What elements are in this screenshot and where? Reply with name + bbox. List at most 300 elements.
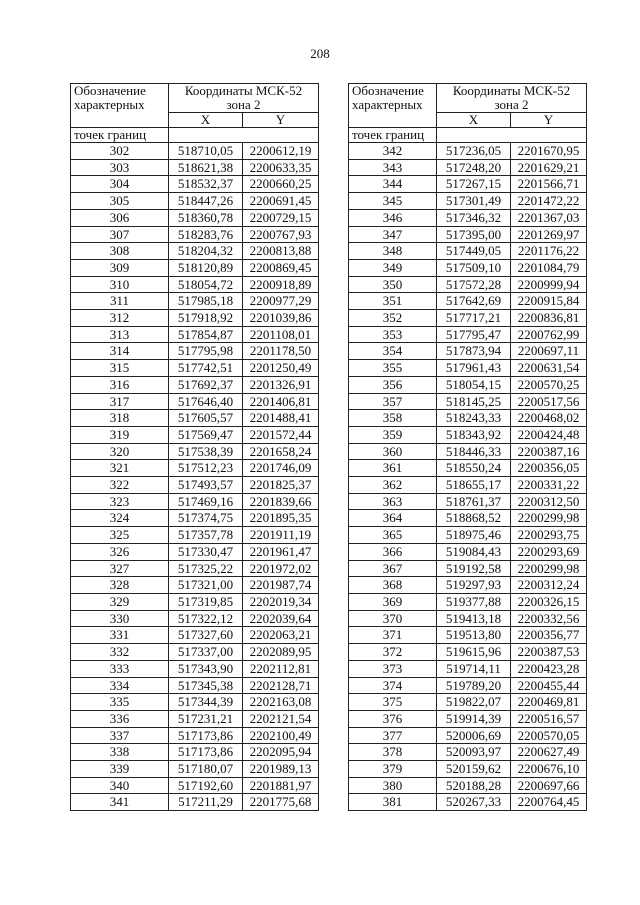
x-coordinate-cell: 518145,25 (437, 393, 511, 410)
y-coordinate-cell: 2201961,47 (243, 543, 319, 560)
x-coordinate-cell: 517512,23 (169, 460, 243, 477)
point-number-cell: 353 (349, 326, 437, 343)
point-number-cell: 366 (349, 543, 437, 560)
x-coordinate-cell: 517742,51 (169, 360, 243, 377)
table-row (71, 259, 319, 276)
x-coordinate-cell: 517327,60 (169, 627, 243, 644)
x-coordinate-cell: 517493,57 (169, 477, 243, 494)
x-coordinate-cell: 517961,43 (437, 360, 511, 377)
page-number: 208 (310, 46, 330, 61)
x-coordinate-cell: 518283,76 (169, 226, 243, 243)
table-row (71, 443, 319, 460)
x-coordinate-cell: 517509,10 (437, 259, 511, 276)
x-coordinate-cell: 517795,47 (437, 326, 511, 343)
table-row (71, 477, 319, 494)
point-number-cell: 305 (71, 193, 169, 210)
point-number-cell: 307 (71, 226, 169, 243)
coordinates-header-line2: зона 2 (494, 97, 529, 112)
point-number-cell: 374 (349, 677, 437, 694)
point-number-cell: 364 (349, 510, 437, 527)
y-coordinate-cell: 2201670,95 (511, 143, 587, 160)
point-number-cell: 368 (349, 577, 437, 594)
point-number-cell: 351 (349, 293, 437, 310)
table-row (349, 577, 587, 594)
y-coordinate-cell: 2200915,84 (511, 293, 587, 310)
table-row (71, 226, 319, 243)
table-row (71, 710, 319, 727)
y-coordinate-cell: 2200918,89 (243, 276, 319, 293)
table-row (349, 794, 587, 811)
table-row (71, 310, 319, 327)
x-coordinate-cell: 518204,32 (169, 243, 243, 260)
y-coordinate-cell: 2200387,53 (511, 644, 587, 661)
point-number-cell: 372 (349, 644, 437, 661)
y-coordinate-cell: 2201895,35 (243, 510, 319, 527)
y-coordinate-cell: 2200455,44 (511, 677, 587, 694)
table-row (349, 276, 587, 293)
y-coordinate-cell: 2200631,54 (511, 360, 587, 377)
table-row (349, 543, 587, 560)
y-coordinate-cell: 2202100,49 (243, 727, 319, 744)
coordinates-header (169, 84, 319, 113)
designation-header-line1: Обозначение (74, 83, 146, 98)
y-coordinate-cell: 2201406,81 (243, 393, 319, 410)
point-number-cell: 311 (71, 293, 169, 310)
x-coordinate-cell: 518120,89 (169, 259, 243, 276)
x-coordinate-cell: 517344,39 (169, 694, 243, 711)
point-number-cell: 309 (71, 259, 169, 276)
table-row (71, 410, 319, 427)
y-coordinate-cell: 2201176,22 (511, 243, 587, 260)
y-coordinate-cell: 2200570,25 (511, 376, 587, 393)
table-row (349, 761, 587, 778)
y-coordinate-cell: 2201178,50 (243, 343, 319, 360)
table-row (71, 627, 319, 644)
y-coordinate-cell: 2200813,88 (243, 243, 319, 260)
table-row (71, 343, 319, 360)
table-row (71, 543, 319, 560)
y-coordinate-cell: 2200468,02 (511, 410, 587, 427)
point-number-cell: 344 (349, 176, 437, 193)
x-coordinate-cell: 518243,33 (437, 410, 511, 427)
table-row (71, 460, 319, 477)
table-row (71, 744, 319, 761)
x-coordinate-cell: 517357,78 (169, 527, 243, 544)
y-coordinate-cell: 2200356,77 (511, 627, 587, 644)
point-number-cell: 376 (349, 710, 437, 727)
y-coordinate-cell: 2201472,22 (511, 193, 587, 210)
y-coordinate-cell: 2201825,37 (243, 477, 319, 494)
table-row (349, 243, 587, 260)
x-coordinate-cell: 517173,86 (169, 727, 243, 744)
table-row (71, 393, 319, 410)
y-coordinate-cell: 2202019,34 (243, 593, 319, 610)
y-coordinate-cell: 2200660,25 (243, 176, 319, 193)
point-number-cell: 315 (71, 360, 169, 377)
y-coordinate-cell: 2201746,09 (243, 460, 319, 477)
x-coordinate-cell: 518360,78 (169, 209, 243, 226)
x-coordinate-cell: 517692,37 (169, 376, 243, 393)
x-coordinate-cell: 519822,07 (437, 694, 511, 711)
y-coordinate-cell: 2202128,71 (243, 677, 319, 694)
y-coordinate-cell: 2200764,45 (511, 794, 587, 811)
x-coordinate-cell: 520006,69 (437, 727, 511, 744)
table-row (349, 627, 587, 644)
point-number-cell: 369 (349, 593, 437, 610)
table-row (349, 660, 587, 677)
y-coordinate-cell: 2200836,81 (511, 310, 587, 327)
y-coordinate-cell: 2200627,49 (511, 744, 587, 761)
table-row (71, 527, 319, 544)
table-row (349, 560, 587, 577)
y-coordinate-cell: 2202163,08 (243, 694, 319, 711)
table-row (71, 243, 319, 260)
y-coordinate-cell: 2200312,50 (511, 493, 587, 510)
y-coordinate-cell: 2201629,21 (511, 159, 587, 176)
x-coordinate-cell: 517330,47 (169, 543, 243, 560)
y-coordinate-cell: 2200293,75 (511, 527, 587, 544)
table-row (349, 143, 587, 160)
point-number-cell: 313 (71, 326, 169, 343)
table-row (71, 510, 319, 527)
table-row (349, 593, 587, 610)
point-number-cell: 367 (349, 560, 437, 577)
x-coordinate-cell: 519084,43 (437, 543, 511, 560)
point-number-cell: 304 (71, 176, 169, 193)
point-number-cell: 373 (349, 660, 437, 677)
y-coordinate-cell: 2201775,68 (243, 794, 319, 811)
y-coordinate-cell: 2201911,19 (243, 527, 319, 544)
y-coordinate-cell: 2200387,16 (511, 443, 587, 460)
y-coordinate-cell: 2200633,35 (243, 159, 319, 176)
table-row (71, 577, 319, 594)
y-coordinate-cell: 2200299,98 (511, 560, 587, 577)
table-row (349, 326, 587, 343)
table-row (71, 293, 319, 310)
point-number-cell: 346 (349, 209, 437, 226)
point-number-cell: 333 (71, 660, 169, 677)
x-coordinate-cell: 519192,58 (437, 560, 511, 577)
x-coordinate-cell: 517321,00 (169, 577, 243, 594)
x-coordinate-cell: 519413,18 (437, 610, 511, 627)
point-number-cell: 303 (71, 159, 169, 176)
table-row (71, 660, 319, 677)
x-coordinate-cell: 517646,40 (169, 393, 243, 410)
coordinates-table-left (70, 83, 319, 811)
point-number-cell: 371 (349, 627, 437, 644)
point-number-cell: 362 (349, 477, 437, 494)
table-row (71, 593, 319, 610)
x-column-header: X (169, 113, 243, 128)
designation-header-line2: характерных (352, 97, 423, 112)
x-coordinate-cell: 520267,33 (437, 794, 511, 811)
x-coordinate-cell: 517325,22 (169, 560, 243, 577)
table-row (349, 193, 587, 210)
x-coordinate-cell: 517985,18 (169, 293, 243, 310)
y-coordinate-cell: 2200516,57 (511, 710, 587, 727)
point-number-cell: 317 (71, 393, 169, 410)
table-row (71, 560, 319, 577)
point-number-cell: 322 (71, 477, 169, 494)
designation-header-line3: точек границ (349, 128, 437, 143)
table-row (349, 226, 587, 243)
table-row (349, 259, 587, 276)
x-column-header: X (437, 113, 511, 128)
x-coordinate-cell: 518655,17 (437, 477, 511, 494)
x-coordinate-cell: 517449,05 (437, 243, 511, 260)
y-coordinate-cell: 2200676,10 (511, 761, 587, 778)
y-column-header: Y (243, 113, 319, 128)
point-number-cell: 341 (71, 794, 169, 811)
point-number-cell: 302 (71, 143, 169, 160)
table-row (71, 426, 319, 443)
y-coordinate-cell: 2200469,81 (511, 694, 587, 711)
point-number-cell: 363 (349, 493, 437, 510)
point-number-cell: 320 (71, 443, 169, 460)
coordinates-header (437, 84, 587, 113)
y-coordinate-cell: 2200762,99 (511, 326, 587, 343)
x-coordinate-cell: 518550,24 (437, 460, 511, 477)
y-coordinate-cell: 2200691,45 (243, 193, 319, 210)
point-number-cell: 347 (349, 226, 437, 243)
point-number-cell: 378 (349, 744, 437, 761)
point-number-cell: 377 (349, 727, 437, 744)
point-number-cell: 314 (71, 343, 169, 360)
y-coordinate-cell: 2200697,66 (511, 777, 587, 794)
y-coordinate-cell: 2201572,44 (243, 426, 319, 443)
table-row (71, 276, 319, 293)
x-coordinate-cell: 517319,85 (169, 593, 243, 610)
y-coordinate-cell: 2202039,64 (243, 610, 319, 627)
x-coordinate-cell: 518054,15 (437, 376, 511, 393)
x-coordinate-cell: 518868,52 (437, 510, 511, 527)
point-number-cell: 334 (71, 677, 169, 694)
point-number-cell: 340 (71, 777, 169, 794)
point-number-cell: 335 (71, 694, 169, 711)
table-row (349, 527, 587, 544)
point-number-cell: 352 (349, 310, 437, 327)
y-coordinate-cell: 2201881,97 (243, 777, 319, 794)
table-row (349, 510, 587, 527)
designation-header (349, 84, 437, 128)
table-row (349, 393, 587, 410)
point-number-cell: 310 (71, 276, 169, 293)
table-row (349, 694, 587, 711)
y-coordinate-cell: 2202095,94 (243, 744, 319, 761)
point-number-cell: 312 (71, 310, 169, 327)
table-row (71, 193, 319, 210)
x-coordinate-cell: 517346,32 (437, 209, 511, 226)
x-coordinate-cell: 518446,33 (437, 443, 511, 460)
point-number-cell: 365 (349, 527, 437, 544)
x-coordinate-cell: 517231,21 (169, 710, 243, 727)
point-number-cell: 350 (349, 276, 437, 293)
point-number-cell: 336 (71, 710, 169, 727)
y-coordinate-cell: 2201250,49 (243, 360, 319, 377)
table-row (71, 644, 319, 661)
y-coordinate-cell: 2200326,15 (511, 593, 587, 610)
point-number-cell: 348 (349, 243, 437, 260)
y-coordinate-cell: 2201326,91 (243, 376, 319, 393)
point-number-cell: 323 (71, 493, 169, 510)
table-row (71, 376, 319, 393)
table-row (349, 477, 587, 494)
point-number-cell: 349 (349, 259, 437, 276)
point-number-cell: 330 (71, 610, 169, 627)
point-number-cell: 355 (349, 360, 437, 377)
x-coordinate-cell: 517605,57 (169, 410, 243, 427)
x-coordinate-cell: 517795,98 (169, 343, 243, 360)
table-row (349, 159, 587, 176)
designation-header-line1: Обозначение (352, 83, 424, 98)
point-number-cell: 370 (349, 610, 437, 627)
x-coordinate-cell: 518761,37 (437, 493, 511, 510)
x-coordinate-cell: 517248,20 (437, 159, 511, 176)
point-number-cell: 357 (349, 393, 437, 410)
point-number-cell: 327 (71, 560, 169, 577)
point-number-cell: 324 (71, 510, 169, 527)
y-coordinate-cell: 2200424,48 (511, 426, 587, 443)
y-coordinate-cell: 2200312,24 (511, 577, 587, 594)
y-coordinate-cell: 2201084,79 (511, 259, 587, 276)
x-coordinate-cell: 518621,38 (169, 159, 243, 176)
table-row (349, 777, 587, 794)
designation-header-line2: характерных (74, 97, 145, 112)
point-number-cell: 319 (71, 426, 169, 443)
point-number-cell: 356 (349, 376, 437, 393)
x-coordinate-cell: 519714,11 (437, 660, 511, 677)
point-number-cell: 342 (349, 143, 437, 160)
x-coordinate-cell: 517337,00 (169, 644, 243, 661)
y-coordinate-cell: 2200517,56 (511, 393, 587, 410)
table-row (71, 610, 319, 627)
point-number-cell: 360 (349, 443, 437, 460)
point-number-cell: 331 (71, 627, 169, 644)
x-coordinate-cell: 517192,60 (169, 777, 243, 794)
table-row (71, 209, 319, 226)
point-number-cell: 326 (71, 543, 169, 560)
x-coordinate-cell: 519789,20 (437, 677, 511, 694)
table-row (71, 794, 319, 811)
y-coordinate-cell: 2200729,15 (243, 209, 319, 226)
y-coordinate-cell: 2201039,86 (243, 310, 319, 327)
point-number-cell: 316 (71, 376, 169, 393)
point-number-cell: 332 (71, 644, 169, 661)
x-coordinate-cell: 519615,96 (437, 644, 511, 661)
table-row (71, 493, 319, 510)
x-coordinate-cell: 518532,37 (169, 176, 243, 193)
x-coordinate-cell: 519377,88 (437, 593, 511, 610)
point-number-cell: 379 (349, 761, 437, 778)
x-coordinate-cell: 519513,80 (437, 627, 511, 644)
y-coordinate-cell: 2202063,21 (243, 627, 319, 644)
x-coordinate-cell: 517395,00 (437, 226, 511, 243)
designation-header (71, 84, 169, 128)
point-number-cell: 337 (71, 727, 169, 744)
x-coordinate-cell: 520093,97 (437, 744, 511, 761)
y-coordinate-cell: 2200356,05 (511, 460, 587, 477)
x-coordinate-cell: 517572,28 (437, 276, 511, 293)
table-row (349, 293, 587, 310)
y-coordinate-cell: 2200869,45 (243, 259, 319, 276)
y-coordinate-cell: 2201367,03 (511, 209, 587, 226)
x-coordinate-cell: 517642,69 (437, 293, 511, 310)
x-coordinate-cell: 517854,87 (169, 326, 243, 343)
point-number-cell: 381 (349, 794, 437, 811)
table-row (349, 209, 587, 226)
table-row (71, 143, 319, 160)
point-number-cell: 339 (71, 761, 169, 778)
x-coordinate-cell: 517343,90 (169, 660, 243, 677)
coordinates-header-line1: Координаты МСК-52 (184, 83, 303, 98)
y-column-header: Y (511, 113, 587, 128)
x-coordinate-cell: 517918,92 (169, 310, 243, 327)
x-coordinate-cell: 518054,72 (169, 276, 243, 293)
x-coordinate-cell: 517538,39 (169, 443, 243, 460)
y-coordinate-cell: 2200332,56 (511, 610, 587, 627)
point-number-cell: 308 (71, 243, 169, 260)
point-number-cell: 325 (71, 527, 169, 544)
x-coordinate-cell: 518710,05 (169, 143, 243, 160)
x-coordinate-cell: 518343,92 (437, 426, 511, 443)
table-row (349, 343, 587, 360)
x-coordinate-cell: 520188,28 (437, 777, 511, 794)
y-coordinate-cell: 2200999,94 (511, 276, 587, 293)
point-number-cell: 380 (349, 777, 437, 794)
table-row (349, 360, 587, 377)
y-coordinate-cell: 2201108,01 (243, 326, 319, 343)
y-coordinate-cell: 2200612,19 (243, 143, 319, 160)
point-number-cell: 345 (349, 193, 437, 210)
point-number-cell: 306 (71, 209, 169, 226)
coordinates-header-line2: зона 2 (226, 97, 261, 112)
x-coordinate-cell: 517322,12 (169, 610, 243, 627)
x-coordinate-cell: 519914,39 (437, 710, 511, 727)
x-coordinate-cell: 518975,46 (437, 527, 511, 544)
x-coordinate-cell: 517211,29 (169, 794, 243, 811)
y-coordinate-cell: 2201987,74 (243, 577, 319, 594)
table-row (349, 426, 587, 443)
y-coordinate-cell: 2200767,93 (243, 226, 319, 243)
table-row (349, 727, 587, 744)
x-coordinate-cell: 517180,07 (169, 761, 243, 778)
y-coordinate-cell: 2201839,66 (243, 493, 319, 510)
table-row (349, 644, 587, 661)
x-coordinate-cell: 517717,21 (437, 310, 511, 327)
y-coordinate-cell: 2202112,81 (243, 660, 319, 677)
y-coordinate-cell: 2201488,41 (243, 410, 319, 427)
x-coordinate-cell: 517236,05 (437, 143, 511, 160)
table-row (349, 677, 587, 694)
table-row (349, 443, 587, 460)
y-coordinate-cell: 2200697,11 (511, 343, 587, 360)
y-coordinate-cell: 2200977,29 (243, 293, 319, 310)
point-number-cell: 328 (71, 577, 169, 594)
x-coordinate-cell: 517345,38 (169, 677, 243, 694)
x-coordinate-cell: 517569,47 (169, 426, 243, 443)
point-number-cell: 375 (349, 694, 437, 711)
table-row (349, 310, 587, 327)
table-row (71, 694, 319, 711)
x-coordinate-cell: 520159,62 (437, 761, 511, 778)
table-row (71, 176, 319, 193)
table-row (349, 176, 587, 193)
y-coordinate-cell: 2200299,98 (511, 510, 587, 527)
y-coordinate-cell: 2201269,97 (511, 226, 587, 243)
x-coordinate-cell: 519297,93 (437, 577, 511, 594)
x-coordinate-cell: 517469,16 (169, 493, 243, 510)
y-coordinate-cell: 2201989,13 (243, 761, 319, 778)
